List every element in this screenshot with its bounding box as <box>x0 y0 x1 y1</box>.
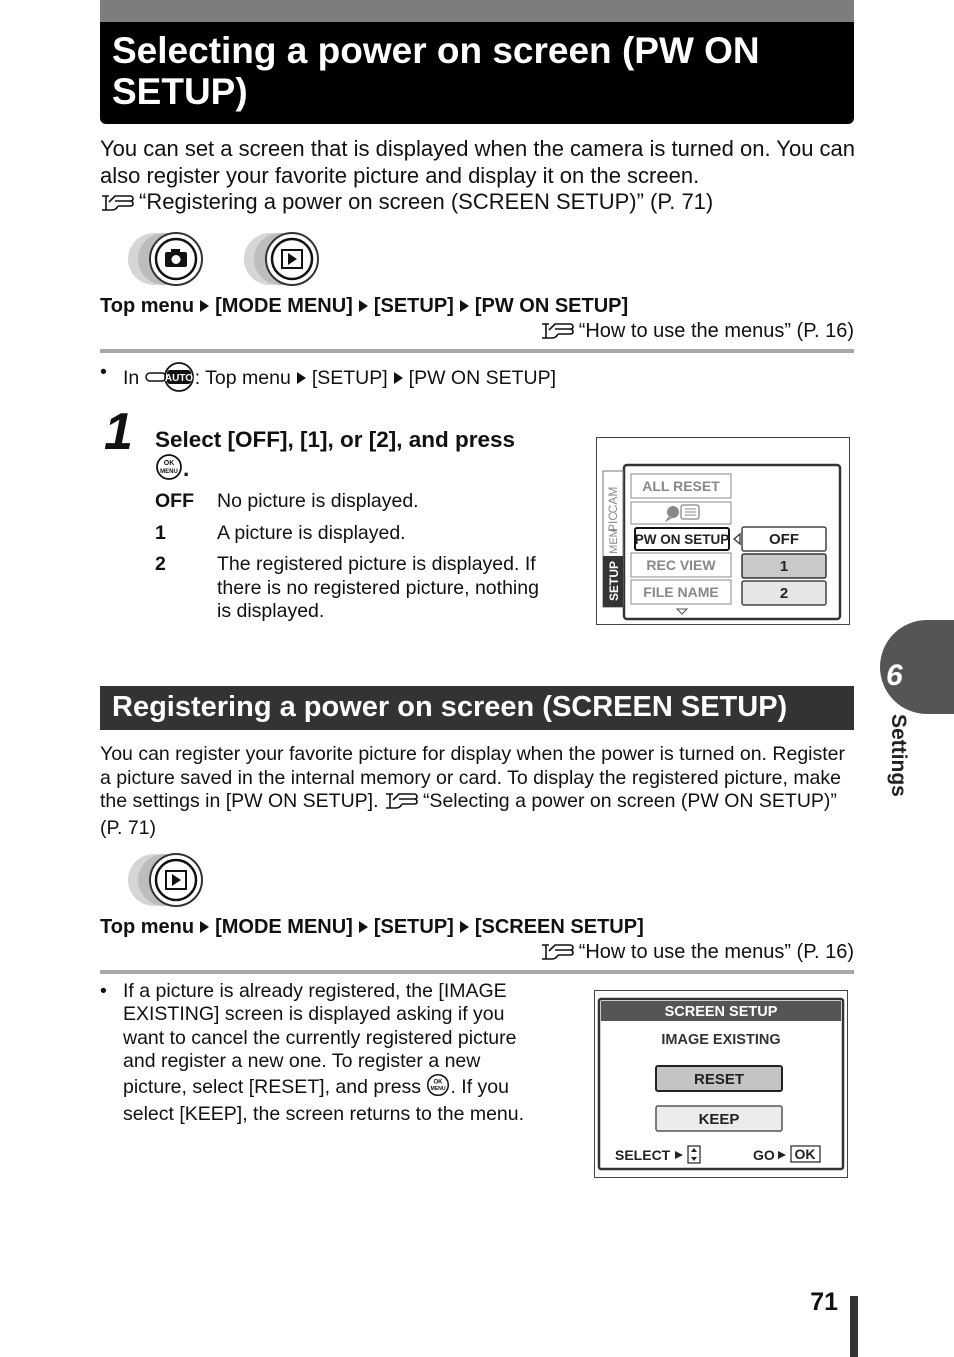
menu-ref-text: “How to use the menus” (P. 16) <box>578 941 854 963</box>
svg-text:AUTO: AUTO <box>164 373 193 384</box>
option-term: 1 <box>155 521 166 544</box>
lcd-value-1 <box>742 554 826 578</box>
lcd-pw-on-setup-screen <box>596 437 850 625</box>
svg-text:FILE NAME: FILE NAME <box>643 584 719 600</box>
svg-text:OK: OK <box>163 460 175 467</box>
lcd-keep-button <box>656 1106 782 1131</box>
arrow-right-icon <box>460 921 469 933</box>
title-top-strip <box>100 0 854 22</box>
playback-mode-icon <box>128 854 202 906</box>
page-number-bar <box>850 1296 858 1357</box>
svg-text:Settings: Settings <box>887 714 910 797</box>
note-prefix: In <box>123 367 140 389</box>
divider-rule <box>100 349 854 353</box>
note-path-step: [SETUP] <box>311 367 388 389</box>
ok-menu-button-icon <box>155 453 183 487</box>
option-term: OFF <box>155 490 194 512</box>
menu-path-step: [SETUP] <box>373 916 454 938</box>
bullet-dot: • <box>100 361 107 383</box>
arrow-right-icon <box>200 300 209 312</box>
chapter-number: 6 <box>886 659 903 692</box>
menu-ref-2 <box>500 940 854 967</box>
reference-hand-icon <box>540 941 576 967</box>
menu-path-step: [MODE MENU] <box>215 916 353 938</box>
screen-setup-bullet <box>100 980 545 1127</box>
svg-text:MENU: MENU <box>430 1086 447 1093</box>
intro-reference: “Registering a power on screen (SCREEN SETUP)” (P. 71) <box>139 189 714 214</box>
lcd-value-2 <box>742 581 826 605</box>
mode-icons-row-2 <box>102 852 222 913</box>
arrow-right-icon <box>359 921 368 933</box>
lcd-item-pw-on-setup <box>635 528 730 550</box>
playback-mode-icon <box>244 233 318 285</box>
lcd-reset-button <box>656 1066 782 1091</box>
menu-path-step: [SCREEN SETUP] <box>474 916 644 938</box>
step-number: 1 <box>104 403 133 461</box>
option-term: 2 <box>155 553 166 575</box>
svg-text:RESET: RESET <box>693 1071 745 1088</box>
menu-path-step: [PW ON SETUP] <box>474 295 629 317</box>
lcd-go-label: GO <box>753 1147 775 1163</box>
lcd-item-rec-view <box>631 553 731 577</box>
page-title: Selecting a power on screen (PW ON SETUP) <box>112 30 760 112</box>
lcd-item-language <box>631 502 731 524</box>
option-row <box>155 522 547 546</box>
divider-rule <box>100 970 854 974</box>
bullet-dot: • <box>100 980 107 1002</box>
svg-text:ALL RESET: ALL RESET <box>642 478 720 494</box>
lcd-tab-setup: SETUP <box>607 560 621 602</box>
chapter-label <box>878 714 922 814</box>
reference-hand-icon <box>384 790 420 817</box>
lcd-tab-pic: PIC <box>606 511 620 533</box>
menu-path-step: Top menu <box>100 916 195 938</box>
note-bullet <box>100 361 840 399</box>
lcd-updown-icon <box>688 1146 700 1163</box>
reference-hand-icon <box>540 320 576 346</box>
lcd-value-off <box>742 527 826 551</box>
section2-intro-ref: “Selecting a power on screen (PW ON SETUP)” (P. 71) <box>100 790 837 839</box>
arrow-right-icon <box>359 300 368 312</box>
step-heading <box>155 426 555 487</box>
svg-text:OFF: OFF <box>769 531 799 548</box>
bullet-text-a: If a picture is already registered, the [IMAGE EXISTING] screen is displayed asking if you want to cancel the currently registered picture and register a new one. To register a new picture, select [RESET], and press <box>123 980 517 1099</box>
lcd-subtitle: IMAGE EXISTING <box>661 1032 781 1048</box>
svg-text:KEEP: KEEP <box>698 1111 740 1128</box>
page-number: 71 <box>810 1288 838 1316</box>
lcd-title: SCREEN SETUP <box>664 1004 778 1020</box>
camera-mode-icon <box>128 233 202 285</box>
lcd-screen-setup-screen <box>594 990 848 1178</box>
section2-intro-text: You can register your favorite picture for display when the power is turned on. Register a picture saved in the internal memory or card. To display the registered picture, make the settings in [PW ON SETUP]. <box>100 743 846 812</box>
svg-text:1: 1 <box>779 558 789 575</box>
section-heading: Registering a power on screen (SCREEN SETUP) <box>112 691 788 723</box>
svg-text:MENU: MENU <box>160 469 178 475</box>
ok-menu-button-icon <box>426 1073 450 1103</box>
lcd-ok-label: OK <box>794 1146 816 1162</box>
option-desc: A picture is displayed. <box>217 521 406 544</box>
svg-text:OK: OK <box>433 1079 443 1086</box>
step-text: Select [OFF], [1], or [2], and press <box>155 427 516 452</box>
option-definitions <box>155 490 547 632</box>
arrow-right-icon <box>200 921 209 933</box>
arrow-right-icon <box>460 300 469 312</box>
note-path-step: : Top menu <box>194 367 291 389</box>
intro-text: You can set a screen that is displayed when the camera is turned on. You can also register your favorite picture and display it on the screen. <box>100 136 856 188</box>
lcd-tab-cam: CAM <box>606 486 620 514</box>
note-path-step: [PW ON SETUP] <box>408 367 557 389</box>
menu-path-2 <box>100 915 644 939</box>
lcd-item-file-name <box>631 580 731 604</box>
step-text-end: . <box>183 456 190 481</box>
arrow-right-icon <box>394 372 403 384</box>
menu-ref-1 <box>500 319 854 346</box>
reference-hand-icon <box>100 192 136 219</box>
menu-path-1 <box>100 294 628 318</box>
intro-paragraph <box>100 136 860 219</box>
svg-text:REC VIEW: REC VIEW <box>646 557 716 573</box>
lcd-tab-mem: MEM <box>608 528 620 554</box>
svg-text:PW ON SETUP: PW ON SETUP <box>634 532 730 547</box>
menu-path-step: [MODE MENU] <box>215 295 353 317</box>
lcd-item-all-reset <box>631 474 731 498</box>
menu-path-step: [SETUP] <box>373 295 454 317</box>
mode-icons-row-1 <box>102 231 332 292</box>
lcd-select-label: SELECT <box>615 1147 671 1163</box>
bullet-text-b: . If you select [KEEP], the screen returns to the menu. <box>123 1076 525 1126</box>
auto-mode-icon <box>145 361 195 399</box>
menu-path-step: Top menu <box>100 295 195 317</box>
option-desc: The registered picture is displayed. If there is no registered picture, nothing is displayed. <box>217 553 539 622</box>
section2-intro <box>100 743 845 840</box>
option-desc: No picture is displayed. <box>217 490 419 512</box>
arrow-right-icon <box>297 372 306 384</box>
option-row <box>155 553 547 624</box>
menu-ref-text: “How to use the menus” (P. 16) <box>578 320 854 342</box>
option-row <box>155 490 547 514</box>
bullet-body <box>123 980 545 1127</box>
svg-text:2: 2 <box>779 585 789 602</box>
